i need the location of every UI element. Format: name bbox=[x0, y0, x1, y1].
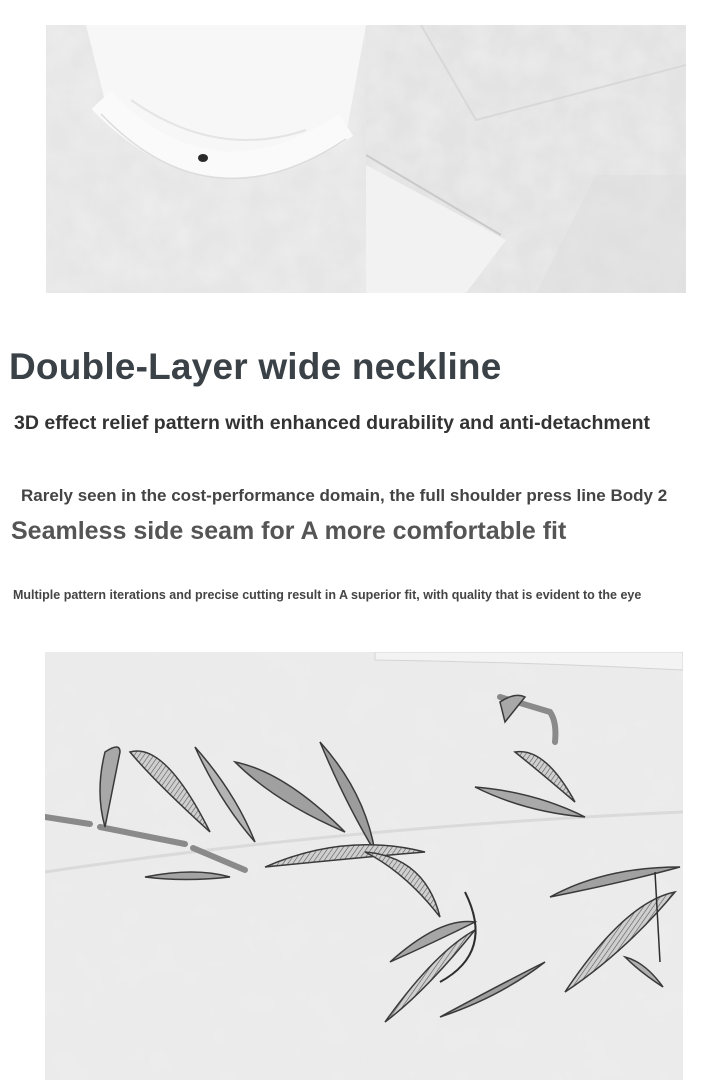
bamboo-relief-print-photo bbox=[45, 652, 683, 1080]
headline: Double-Layer wide neckline bbox=[9, 346, 502, 387]
neckline-photo bbox=[46, 25, 366, 293]
fit-description: Multiple pattern iterations and precise cutting result in A superior fit, with quality that is evident to the eye bbox=[13, 588, 642, 602]
shoulder-line-text: Rarely seen in the cost-performance domain, the full shoulder press line Body 2 bbox=[21, 486, 668, 505]
side-seam-headline: Seamless side seam for A more comfortable fit bbox=[11, 517, 567, 545]
sleeve-hem-photo bbox=[366, 25, 686, 293]
button-label bbox=[198, 154, 208, 162]
relief-pattern-subheadline: 3D effect relief pattern with enhanced durability and anti-detachment bbox=[14, 412, 651, 434]
